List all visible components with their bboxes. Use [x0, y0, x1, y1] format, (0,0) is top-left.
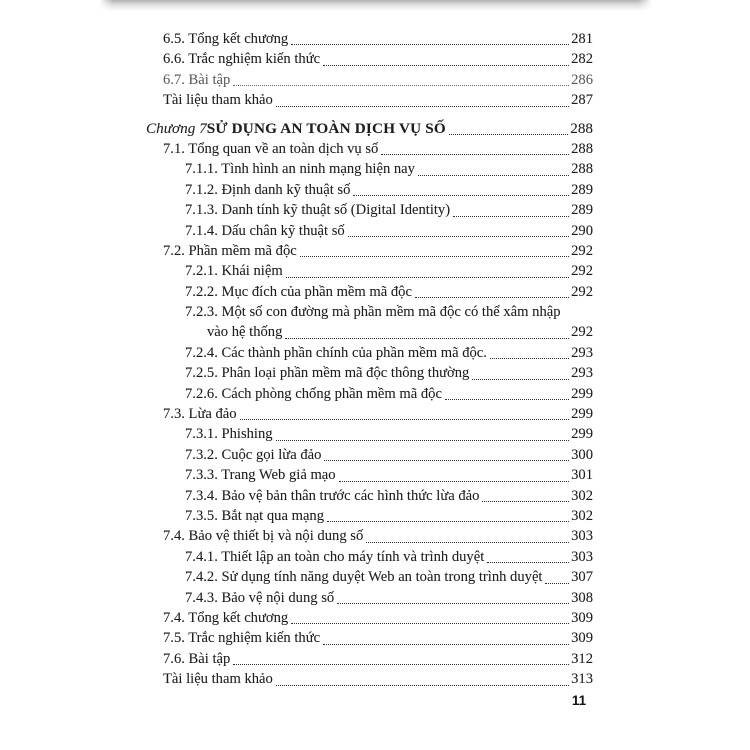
toc-entry: [146, 70, 593, 90]
toc-entry: [146, 180, 593, 200]
toc-entry-text: 7.3.3. Trang Web giả mạo: [185, 467, 336, 484]
toc-entry: [146, 90, 593, 110]
dot-leader: [337, 603, 569, 604]
toc-entry: [146, 649, 593, 669]
toc-chapter-entry: [146, 119, 593, 139]
dot-leader: [323, 65, 569, 66]
toc-entry: [146, 445, 593, 465]
page-ref: 313: [571, 671, 593, 688]
toc-entry-text: 7.4.1. Thiết lập an toàn cho máy tính và trình duyệt: [185, 548, 485, 565]
page-ref: 312: [571, 650, 593, 667]
dot-leader: [285, 338, 569, 339]
page-ref: 303: [571, 528, 593, 545]
toc-entry-text: 7.3.5. Bắt nạt qua mạng: [185, 507, 325, 524]
toc-entry-text: 7.5. Trắc nghiệm kiến thức: [163, 630, 321, 647]
dot-leader: [300, 256, 569, 257]
toc-entry-text: Tài liệu tham khảo: [163, 671, 273, 688]
dot-leader: [276, 685, 569, 686]
page-ref: 302: [571, 487, 593, 504]
page-ref: 292: [571, 324, 593, 341]
chapter-title: SỬ DỤNG AN TOÀN DỊCH VỤ SỐ: [206, 119, 446, 137]
toc-entry: [146, 29, 593, 49]
toc-entry: [146, 526, 593, 546]
toc-entry-text: 7.4.3. Bảo vệ nội dung số: [185, 589, 335, 606]
page-ref: 282: [571, 51, 593, 68]
dot-leader: [233, 85, 569, 86]
dot-leader: [240, 419, 570, 420]
toc-entry-continuation: [146, 322, 593, 342]
page-ref: 288: [571, 140, 593, 157]
toc-entry: [146, 465, 593, 485]
toc-entry-text: 7.3.2. Cuộc gọi lừa đảo: [185, 446, 322, 463]
dot-leader: [323, 644, 569, 645]
toc-entry: [146, 506, 593, 526]
page-ref: 281: [571, 30, 593, 47]
toc-entry: [146, 200, 593, 220]
page-ref: 290: [571, 222, 593, 239]
page-ref: 286: [571, 71, 593, 88]
toc-entry: [146, 282, 593, 302]
toc-entry-text: vào hệ thống: [207, 324, 283, 341]
toc-entry-text: 7.1.3. Danh tính kỹ thuật số (Digital Identity): [185, 202, 451, 219]
section-gap: [146, 111, 593, 119]
toc-entry: [146, 302, 593, 322]
dot-leader: [487, 562, 569, 563]
toc-entry: [146, 669, 593, 689]
toc-entry: [146, 424, 593, 444]
page-ref: 293: [571, 344, 593, 361]
page-ref: 287: [571, 92, 593, 109]
dot-leader: [545, 583, 569, 584]
toc-entry: [146, 241, 593, 261]
toc-entry-text: 6.6. Trắc nghiệm kiến thức: [163, 51, 321, 68]
toc-entry-text: 6.7. Bài tập: [163, 71, 231, 88]
dot-leader: [233, 664, 569, 665]
page-ref: 288: [571, 161, 593, 178]
dot-leader: [453, 216, 569, 217]
page-ref: 308: [571, 589, 593, 606]
page-ref: 303: [571, 548, 593, 565]
toc-entry-text: 7.1.4. Dấu chân kỹ thuật số: [185, 222, 345, 239]
page-ref: 289: [571, 181, 593, 198]
dot-leader: [366, 542, 569, 543]
page-ref: 299: [571, 426, 593, 443]
toc-entry-text: 7.2.4. Các thành phần chính của phần mềm mã độc.: [185, 344, 487, 361]
page-ref: 300: [571, 446, 593, 463]
chapter-prefix: Chương 7: [146, 119, 207, 137]
page-ref: 309: [571, 609, 593, 626]
toc-entry: [146, 159, 593, 179]
dot-leader: [276, 106, 569, 107]
page-top-shadow: [99, 0, 652, 11]
toc-entry: [146, 384, 593, 404]
toc-entry-text: 7.4. Tổng kết chương: [163, 609, 289, 626]
toc-entry-text: 7.2.5. Phân loại phần mềm mã độc thông thường: [185, 365, 470, 382]
page-ref: 302: [571, 507, 593, 524]
dot-leader: [291, 623, 569, 624]
toc-entry-text: 7.3.1. Phishing: [185, 426, 273, 443]
page-ref: 301: [571, 467, 593, 484]
toc-entry: [146, 608, 593, 628]
dot-leader: [339, 481, 570, 482]
toc-entry: [146, 567, 593, 587]
toc-entry: [146, 547, 593, 567]
dot-leader: [415, 297, 569, 298]
dot-leader: [327, 521, 569, 522]
toc-entry: [146, 404, 593, 424]
dot-leader: [490, 358, 569, 359]
toc-entry: [146, 343, 593, 363]
dot-leader: [381, 154, 569, 155]
toc-entry-text: 7.2.2. Mục đích của phần mềm mã độc: [185, 283, 412, 300]
toc-entry: [146, 221, 593, 241]
toc-entry-text: 7.1. Tổng quan về an toàn dịch vụ số: [163, 140, 379, 157]
page-ref: 299: [571, 385, 593, 402]
toc-entry-text: 7.6. Bài tập: [163, 650, 231, 667]
dot-leader: [286, 277, 569, 278]
page-ref: 288: [570, 119, 593, 137]
dot-leader: [353, 195, 569, 196]
page-number: 11: [571, 693, 587, 708]
toc-entry-text: 7.2.3. Một số con đường mà phần mềm mã độc có thể xâm nhập: [185, 304, 561, 321]
toc-entry-text: 7.4.2. Sử dụng tính năng duyệt Web an toàn trong trình duyệt: [185, 569, 543, 586]
toc-entry: [146, 588, 593, 608]
page-ref: 292: [571, 242, 593, 259]
toc-list: [146, 29, 593, 690]
dot-leader: [276, 440, 570, 441]
dot-leader: [445, 399, 569, 400]
toc-entry: [146, 261, 593, 281]
dot-leader: [449, 134, 568, 135]
toc-entry-text: 7.3. Lừa đảo: [163, 406, 237, 423]
toc-entry: [146, 486, 593, 506]
page-ref: 307: [571, 569, 593, 586]
toc-entry-text: 7.4. Bảo vệ thiết bị và nội dung số: [163, 528, 364, 545]
page-ref: 293: [571, 365, 593, 382]
toc-entry: [146, 49, 593, 69]
toc-entry-text: 7.2. Phần mềm mã độc: [163, 242, 297, 259]
dot-leader: [324, 460, 569, 461]
toc-entry-text: 6.5. Tổng kết chương: [163, 30, 289, 47]
toc-entry-text: 7.1.2. Định danh kỹ thuật số: [185, 181, 351, 198]
dot-leader: [418, 175, 569, 176]
page-ref: 299: [571, 406, 593, 423]
dot-leader: [472, 379, 569, 380]
toc-entry-text: 7.3.4. Bảo vệ bản thân trước các hình thức lừa đảo: [185, 487, 480, 504]
toc-entry-text: Tài liệu tham khảo: [163, 92, 273, 109]
toc-entry-text: 7.2.1. Khái niệm: [185, 263, 283, 280]
page-ref: 292: [571, 263, 593, 280]
page-ref: 289: [571, 202, 593, 219]
toc-entry: [146, 363, 593, 383]
toc-entry: [146, 139, 593, 159]
dot-leader: [482, 501, 569, 502]
toc-entry: [146, 628, 593, 648]
page-ref: 309: [571, 630, 593, 647]
toc-entry-text: 7.1.1. Tình hình an ninh mạng hiện nay: [185, 161, 415, 178]
page-ref: 292: [571, 283, 593, 300]
dot-leader: [291, 44, 569, 45]
dot-leader: [348, 236, 569, 237]
toc-entry-text: 7.2.6. Cách phòng chống phần mềm mã độc: [185, 385, 442, 402]
